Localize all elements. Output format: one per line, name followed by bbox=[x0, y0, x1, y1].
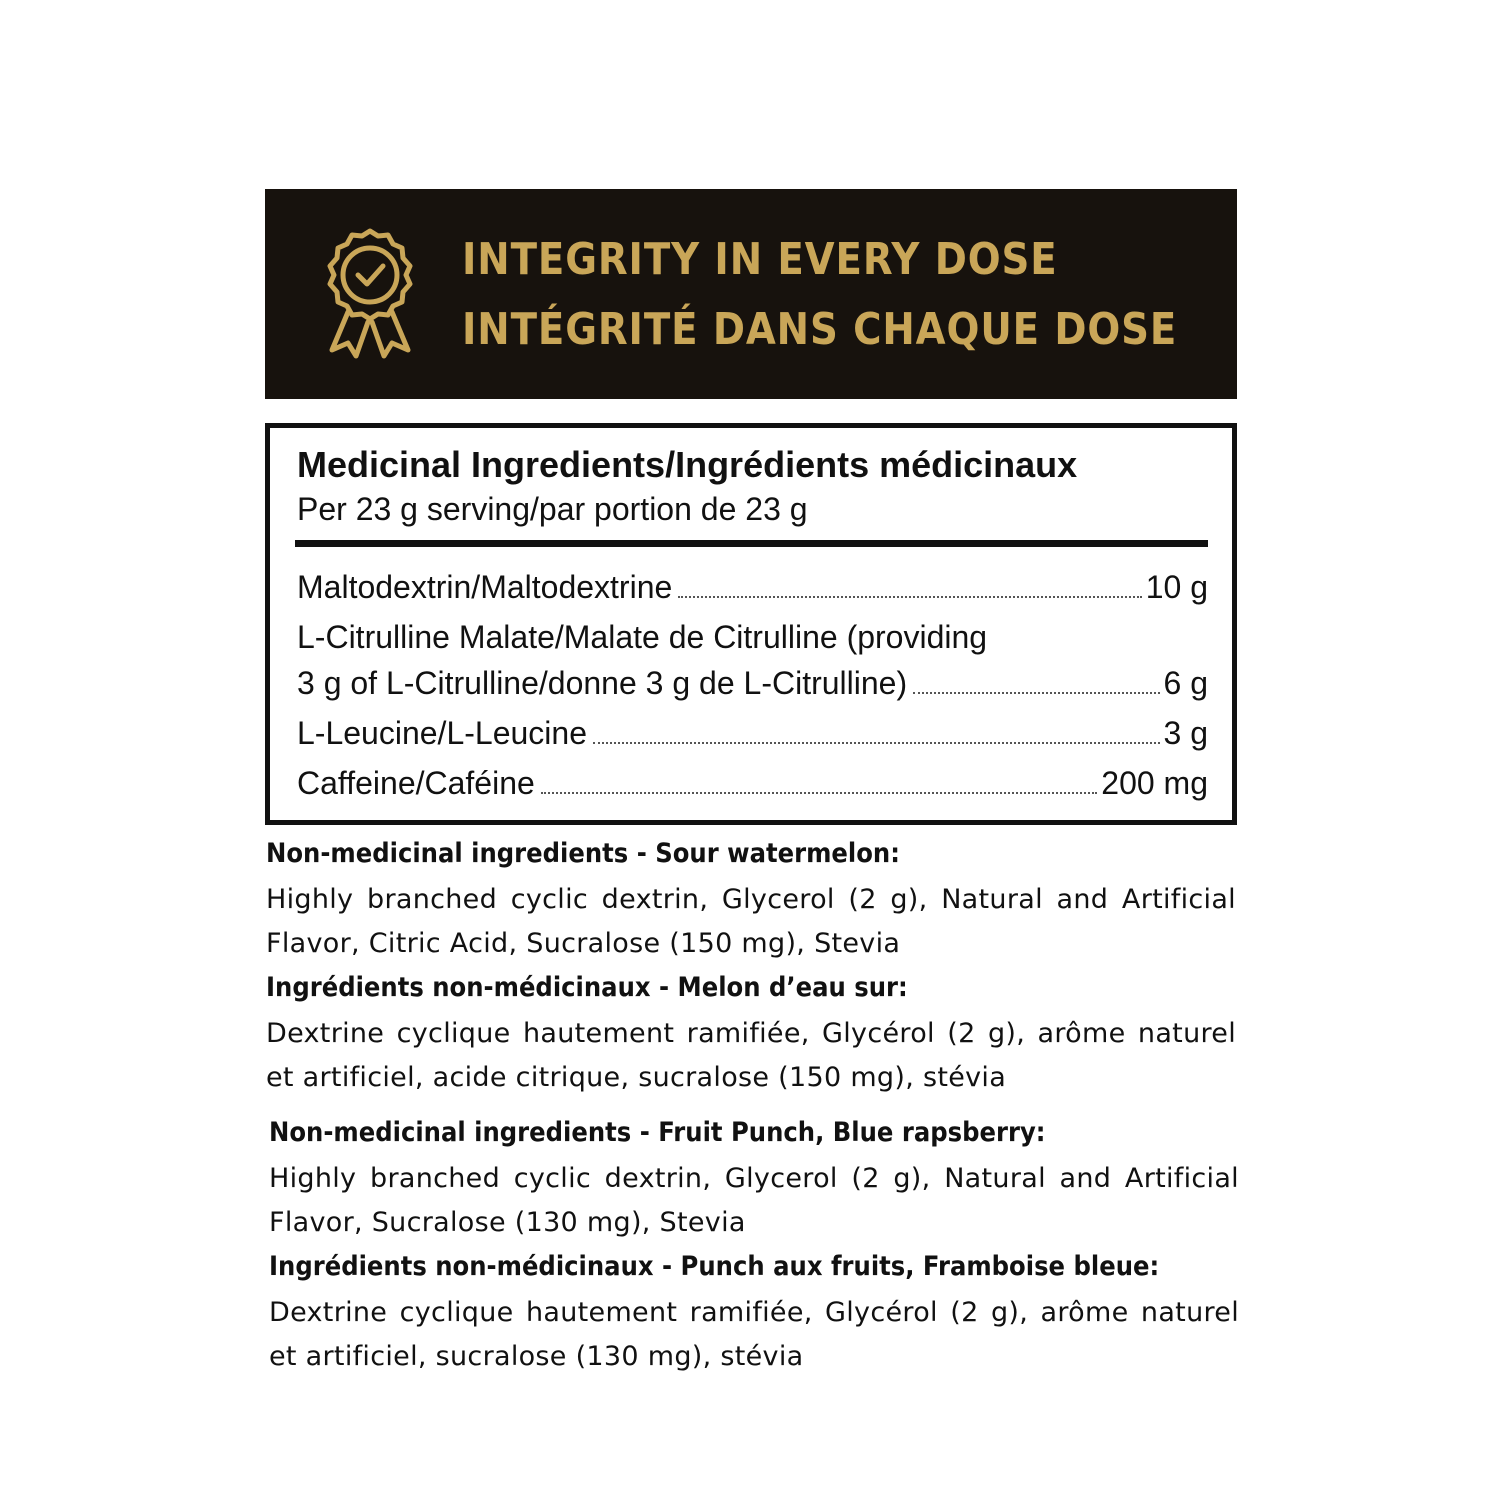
non-medicinal-heading: Ingrédients non-médicinaux - Punch aux fruits, Framboise bleue: bbox=[269, 1251, 1160, 1282]
ingredient-name-line1: L-Citrulline Malate/Malate de Citrulline (providing bbox=[297, 619, 988, 655]
ingredient-name: 3 g of L-Citrulline/donne 3 g de L-Citrulline) bbox=[297, 665, 908, 701]
ingredient-amount: 10 g bbox=[1145, 569, 1208, 605]
medicinal-title: Medicinal Ingredients/Ingrédients médicinaux bbox=[297, 444, 1078, 485]
ingredient-name: Maltodextrin/Maltodextrine bbox=[297, 569, 673, 605]
banner-title-french: INTÉGRITÉ DANS CHAQUE DOSE bbox=[462, 304, 1178, 355]
non-medicinal-text: Highly branched cyclic dextrin, Glycerol (2 g), Natural and Artificial Flavor, Citric Acid, Sucralose (150 mg), Stevia bbox=[266, 884, 1236, 959]
ingredient-amount: 200 mg bbox=[1101, 765, 1208, 801]
non-medicinal-section bbox=[266, 970, 1236, 1100]
ingredient-row bbox=[297, 709, 1208, 753]
ingredient-amount: 6 g bbox=[1163, 665, 1208, 701]
ingredient-row bbox=[297, 563, 1208, 607]
ingredient-row bbox=[297, 759, 1208, 803]
non-medicinal-section bbox=[269, 1115, 1239, 1245]
dot-leader bbox=[913, 692, 1159, 694]
non-medicinal-heading: Non-medicinal ingredients - Sour watermelon: bbox=[266, 838, 900, 869]
dot-leader bbox=[541, 792, 1097, 794]
non-medicinal-section bbox=[269, 1249, 1239, 1379]
banner-title-english: INTEGRITY IN EVERY DOSE bbox=[462, 234, 1058, 285]
dot-leader bbox=[678, 596, 1141, 598]
award-ribbon-check-icon bbox=[320, 226, 420, 360]
non-medicinal-heading: Ingrédients non-médicinaux - Melon d’eau sur: bbox=[266, 972, 908, 1003]
non-medicinal-text: Dextrine cyclique hautement ramifiée, Glycérol (2 g), arôme naturel et artificiel, sucralose (130 mg), stévia bbox=[269, 1297, 1239, 1372]
non-medicinal-heading: Non-medicinal ingredients - Fruit Punch, Blue rapsberry: bbox=[269, 1117, 1046, 1148]
non-medicinal-text: Highly branched cyclic dextrin, Glycerol (2 g), Natural and Artificial Flavor, Sucralose (130 mg), Stevia bbox=[269, 1163, 1239, 1238]
divider bbox=[295, 540, 1208, 547]
serving-size: Per 23 g serving/par portion de 23 g bbox=[297, 491, 808, 527]
dot-leader bbox=[593, 742, 1160, 744]
ingredient-row bbox=[297, 659, 1208, 703]
non-medicinal-text: Dextrine cyclique hautement ramifiée, Glycérol (2 g), arôme naturel et artificiel, acide citrique, sucralose (150 mg), stévia bbox=[266, 1018, 1236, 1093]
non-medicinal-section bbox=[266, 836, 1236, 966]
ingredient-name: L-Leucine/L-Leucine bbox=[297, 715, 587, 751]
ingredient-amount: 3 g bbox=[1163, 715, 1208, 751]
ingredient-name: Caffeine/Caféine bbox=[297, 765, 535, 801]
